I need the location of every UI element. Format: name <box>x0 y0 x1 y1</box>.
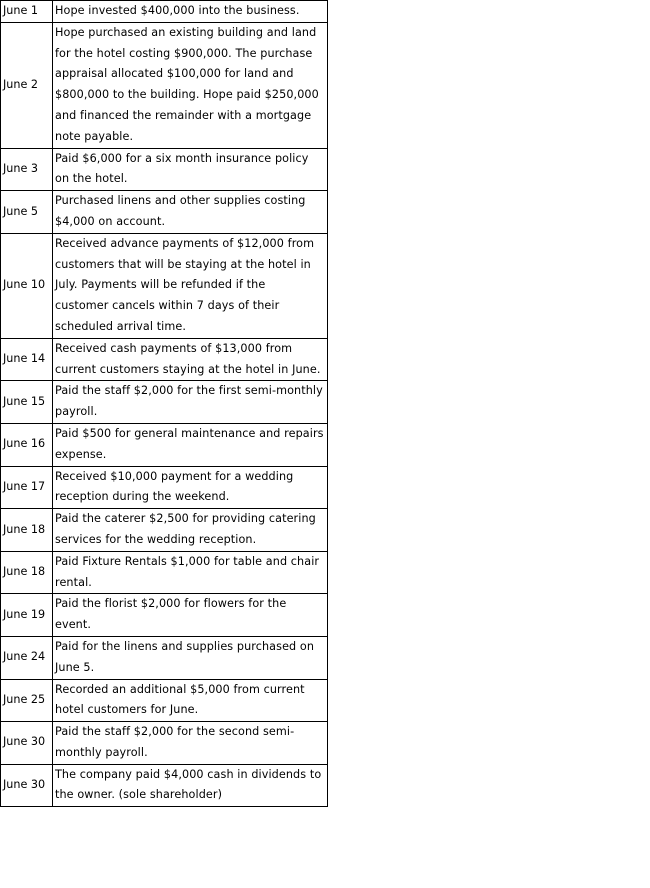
transaction-date: June 5 <box>1 191 53 234</box>
description-line: Hope purchased an existing building and land <box>55 25 317 39</box>
table-row <box>1 22 328 148</box>
description-line: Paid $6,000 for a six month insurance policy <box>55 151 309 165</box>
description-line: reception during the weekend. <box>55 490 230 504</box>
table-row <box>1 233 328 338</box>
transaction-description <box>53 338 328 381</box>
description-line: Received $10,000 payment for a wedding <box>55 469 294 483</box>
description-line: Received advance payments of $12,000 from <box>55 236 315 250</box>
table-row <box>1 509 328 552</box>
transaction-date: June 17 <box>1 466 53 509</box>
description-line: July. Payments will be refunded if the <box>55 278 266 292</box>
transaction-date: June 30 <box>1 764 53 807</box>
description-line: Paid $500 for general maintenance and repairs <box>55 426 324 440</box>
table-row <box>1 594 328 637</box>
description-line: monthly payroll. <box>55 745 148 759</box>
transaction-date: June 1 <box>1 1 53 23</box>
description-line: $4,000 on account. <box>55 214 166 228</box>
description-line: $800,000 to the building. Hope paid $250,000 <box>55 88 319 102</box>
description-line: the owner. (sole shareholder) <box>55 788 223 802</box>
description-line: Paid the caterer $2,500 for providing catering <box>55 512 316 526</box>
transaction-date: June 15 <box>1 381 53 424</box>
table-row <box>1 764 328 807</box>
transaction-date: June 3 <box>1 148 53 191</box>
description-line: Received cash payments of $13,000 from <box>55 341 293 355</box>
table-row <box>1 1 328 23</box>
transaction-description <box>53 381 328 424</box>
table-row <box>1 338 328 381</box>
description-line: for the hotel costing $900,000. The purchase <box>55 46 313 60</box>
table-row <box>1 148 328 191</box>
description-line: services for the wedding reception. <box>55 532 257 546</box>
transaction-date: June 18 <box>1 509 53 552</box>
transaction-description <box>53 722 328 765</box>
description-line: rental. <box>55 575 92 589</box>
transaction-date: June 30 <box>1 722 53 765</box>
transaction-date: June 10 <box>1 233 53 338</box>
description-line: hotel customers for June. <box>55 703 199 717</box>
transaction-description <box>53 679 328 722</box>
description-line: Paid Fixture Rentals $1,000 for table and chair <box>55 554 320 568</box>
description-line: appraisal allocated $100,000 for land and <box>55 67 294 81</box>
description-line: customers that will be staying at the hotel in <box>55 257 311 271</box>
transaction-date: June 25 <box>1 679 53 722</box>
description-line: Recorded an additional $5,000 from current <box>55 682 305 696</box>
transaction-date: June 18 <box>1 551 53 594</box>
description-line: Paid for the linens and supplies purchased on <box>55 639 315 653</box>
description-line: Paid the staff $2,000 for the second semi- <box>55 725 295 739</box>
table-row <box>1 191 328 234</box>
transaction-description <box>53 148 328 191</box>
table-row <box>1 423 328 466</box>
description-line: June 5. <box>55 660 95 674</box>
description-line: event. <box>55 618 92 632</box>
transaction-description <box>53 423 328 466</box>
description-line: The company paid $4,000 cash in dividends to <box>55 767 322 781</box>
description-line: scheduled arrival time. <box>55 319 187 333</box>
description-line: current customers staying at the hotel in June. <box>55 362 321 376</box>
table-row <box>1 381 328 424</box>
description-line: Purchased linens and other supplies costing <box>55 194 306 208</box>
table-row <box>1 679 328 722</box>
transaction-date: June 14 <box>1 338 53 381</box>
description-line: customer cancels within 7 days of their <box>55 299 280 313</box>
transaction-date: June 16 <box>1 423 53 466</box>
transaction-description <box>53 191 328 234</box>
transaction-description <box>53 551 328 594</box>
transaction-description <box>53 466 328 509</box>
transaction-description <box>53 764 328 807</box>
transactions-table <box>0 0 328 807</box>
transaction-description <box>53 1 328 23</box>
table-row <box>1 636 328 679</box>
transaction-description <box>53 636 328 679</box>
transaction-date: June 24 <box>1 636 53 679</box>
transaction-date: June 2 <box>1 22 53 148</box>
description-line: Hope invested $400,000 into the business. <box>55 4 300 17</box>
table-row <box>1 466 328 509</box>
description-line: Paid the florist $2,000 for flowers for the <box>55 597 287 611</box>
description-line: Paid the staff $2,000 for the first semi-monthly <box>55 384 323 398</box>
transaction-description <box>53 594 328 637</box>
transaction-description <box>53 22 328 148</box>
transaction-description <box>53 233 328 338</box>
description-line: payroll. <box>55 405 98 419</box>
description-line: expense. <box>55 447 107 461</box>
table-row <box>1 722 328 765</box>
description-line: note payable. <box>55 129 134 143</box>
description-line: on the hotel. <box>55 172 128 186</box>
description-line: and financed the remainder with a mortgage <box>55 108 312 122</box>
transaction-description <box>53 509 328 552</box>
table-row <box>1 551 328 594</box>
transactions-table-body <box>1 1 328 807</box>
transaction-date: June 19 <box>1 594 53 637</box>
